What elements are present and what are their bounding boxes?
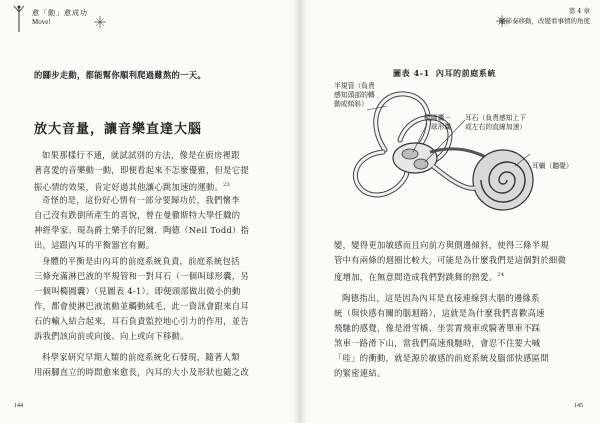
star-ornament-icon [94,16,106,28]
body-line: 用兩腳直立的時間愈來愈長，內耳的大小及形狀也隨之改 [34,367,249,377]
label-line: 感知頭部的轉 [334,91,375,99]
book-gutter [293,0,307,423]
body-line: 管中有兩條的迴圈比較大，可能是為什麼我們是這個對於細微 [334,255,567,265]
figure-caption [393,68,496,79]
label-line: 動或傾斜） [334,100,368,108]
label-line: 橢圓囊－ [424,114,452,122]
lead-line: 的腳步走動，都能幫你順利爬過難熬的一天。 [34,70,206,80]
body-line: 飛馳的感覺，像是滑雪橇、坐雲霄飛車或騎著單車不踩 [334,323,541,333]
body-line: 神經學家、現為爵士樂手的尼爾．陶德（Neil Todd）指 [34,225,250,235]
figure-number: 圖表 4-1 [393,68,430,78]
body-line: 身體的平衡是由內耳的前庭系統負責，前庭系統包括 [42,256,240,266]
book-subtitle: Move! [32,18,51,26]
body-line: 科學家研究早期人類的前庭系統化石發現，隨著人類 [42,352,240,362]
body-line: 如果那樣行不通，就試試別的方法，像是在廚房裡跟 [42,150,240,160]
body-line: 奇怪的是，這份好心情有一部分要歸功於，我們懷李 [42,195,240,205]
body-line: 的緊密連結。 [334,368,386,378]
body-line: 陶德指出，這是因為內耳是直接連線到大腦的邊緣系 [342,293,540,303]
page-number-left: 144 [14,403,23,409]
label-otoliths [465,114,526,132]
label-line: 耳石（負責感知上下 [465,114,527,122]
body-line: 訴我們該向前或向後、向上或向下移動。 [34,331,189,341]
body-line: 自己沒有跌倒所產生的喜悅，曾在曼徹斯特大學任職的 [34,210,241,220]
label-line: 半規管（負責 [334,82,375,90]
section-heading: 放大音量，讓音樂直達大腦 [34,122,203,137]
label-semicircular-canals [334,82,375,109]
label-cochlea: 耳蝸（聽覺） [532,162,573,170]
body-line: 作，都會使淋巴液流動並觸動絨毛，此一資訊會跟來自耳 [34,301,249,311]
page-number-right: 145 [574,403,583,409]
label-line: 或左右的直線加速） [465,123,527,131]
footnote-ref: 24 [497,272,505,278]
semicircular-canals [355,94,450,195]
body-line [334,268,504,285]
body-line: 出，這跟內耳的平衡器官有關。 [34,240,155,250]
body-text: 振心情的效果，肯定好過其他讓心跳加速的運動。 [34,181,224,192]
book-title: 愈「動」愈成功 [32,9,88,17]
chapter-title: 隨節奏移動，改變看事情的角度 [499,17,590,25]
label-utricle-saccule [424,114,451,132]
body-line: 變，變得更加敏感而且向前方與側邊傾斜，使得三條半規 [334,240,549,250]
body-line: 著喜愛的音樂動一動，即便看起來不怎麼優雅，但是它提 [34,165,249,175]
body-line: 三條充滿淋巴液的半規管和一對耳石（一個叫球形囊，另 [34,271,249,281]
running-header-right [430,6,590,26]
body-line: 統（與快感有關的腦迴路），這就是為什麼我們喜歡高速 [334,308,545,318]
figure-title: 內耳的前庭系統 [435,68,497,78]
body-line: 煞車一路滑下山，當我們高速飛馳時，會忍不住要大喊 [334,338,541,348]
body-line: 一個叫橢圓囊）（見圖表 4-1）。即便頭部做出微小的動 [34,286,241,296]
label-line: 球形囊 [430,123,452,131]
chapter-label: 第 4 章 [568,7,590,15]
body-line: 石的輸入結合起來，耳石負責監控地心引力的作用，並告 [34,316,249,326]
body-line: 「哇」的衝動，就是源於敏感的前庭系統及腦部快感區間 [334,353,549,363]
footnote-ref: 23 [223,182,231,188]
figure-logo-icon [12,4,26,34]
body-text: 度增加，在無意間造成我們對跳舞的熱愛。 [334,271,498,282]
